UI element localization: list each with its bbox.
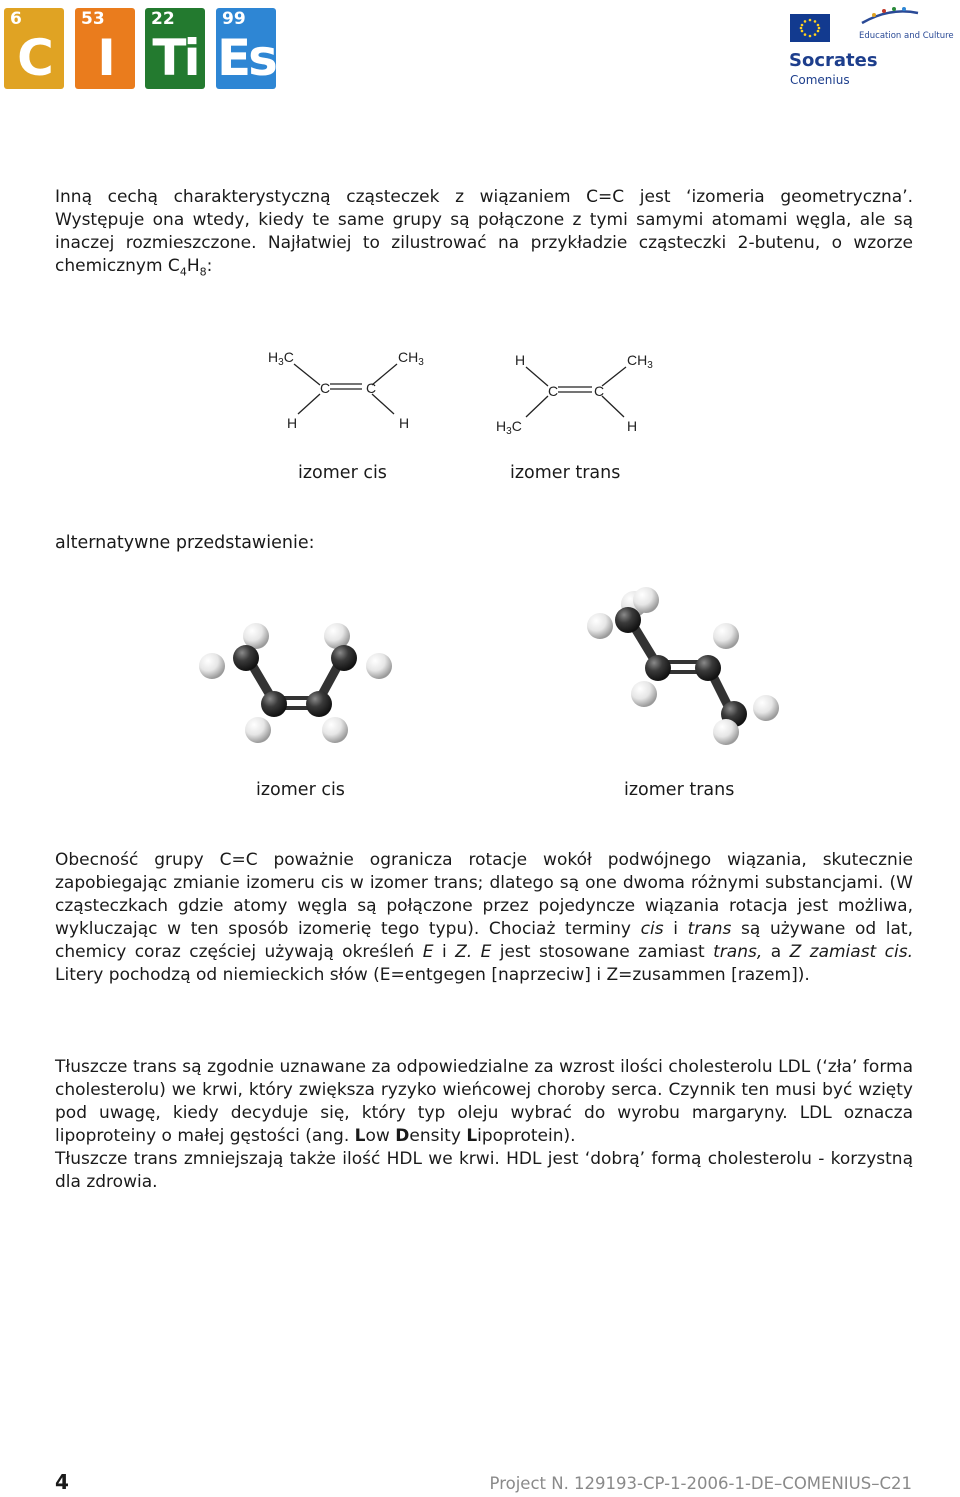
- structural-formulas: [250, 340, 680, 440]
- logo-tile-es: [216, 8, 276, 89]
- p2-italic: cis: [640, 919, 664, 939]
- p2-text: są używane od lat, chemicy coraz częściej używają określeń: [55, 919, 914, 962]
- alternative-heading: alternatywne przedstawienie:: [55, 533, 315, 553]
- tile-number: 6: [10, 9, 22, 29]
- atom-methyl: $H_3C$: [496, 418, 522, 437]
- page-number: 4: [55, 1470, 69, 1494]
- education-culture-logo: [860, 5, 920, 27]
- formula-sub-8: 8: [199, 265, 207, 279]
- trans-ball-model: [587, 587, 779, 745]
- trans-structural-formula: [526, 367, 626, 417]
- tile-number: 53: [81, 9, 105, 29]
- tile-number: 99: [222, 9, 246, 29]
- p3-bold: D: [395, 1126, 410, 1146]
- p2-text: a: [762, 942, 790, 962]
- p2-italic: Z. E: [455, 942, 492, 962]
- tile-symbol: I: [97, 29, 113, 87]
- p2-italic: E: [422, 942, 434, 962]
- tile-symbol: C: [17, 29, 51, 87]
- ball-stick-models: [190, 580, 810, 760]
- logo-tile-ti: [145, 8, 205, 89]
- atom-methyl: $CH_3$: [398, 349, 424, 368]
- p2-text: jest stosowane zamiast: [491, 942, 714, 962]
- p2-text: Obecność grupy C=C poważnie ogranicza rotacje wokół podwójnego wiązania, skutecznie zapobiegając zmianie izomeru cis w izomer trans; dlatego są one dwoma różnymi substancjami. (W cząsteczkach gdzie atomy węgla są połączone przez pojedyncze wiązania rotacja jest możliwa, wykluczając w ten sposób izomerię tego typu). Chociaż terminy: [55, 850, 913, 939]
- p3-text: Tłuszcze trans są zgodnie uznawane za odpowiedzialne za wzrost ilości cholesterolu LDL (‘zła’ forma cholesterolu) we krwi, który zwiększa ryzyko wieńcowej choroby serca. Czynnik ten musi być wzięty pod uwagę, kiedy decyduje się, który typ oleju wybrać do wyrobu margaryny. LDL oznacza lipoproteiny o małej gęstości (ang.: [55, 1057, 913, 1146]
- model-cis-label: izomer cis: [256, 780, 345, 800]
- atom-carbon: C: [320, 380, 331, 396]
- atom-carbon: C: [548, 383, 559, 399]
- education-culture-text: Education and Culture: [859, 31, 954, 41]
- p3-bold: L: [354, 1126, 366, 1146]
- structure-trans-label: izomer trans: [510, 463, 621, 483]
- p3-text: ensity: [409, 1126, 467, 1146]
- isomerism-paragraph: [55, 849, 913, 987]
- comenius-logo-text: Comenius: [790, 73, 850, 87]
- cis-structural-formula: [294, 364, 397, 414]
- trans-fats-paragraph: [55, 1056, 913, 1194]
- eu-flag-icon: [790, 14, 830, 42]
- logo-tile-c: [4, 8, 64, 89]
- atom-methyl: $CH_3$: [627, 352, 653, 371]
- atom-hydrogen: H: [399, 415, 410, 431]
- cis-ball-model: [199, 623, 392, 743]
- p2-text: i: [663, 919, 688, 939]
- atom-methyl: $H_3C$: [268, 349, 294, 368]
- p2-italic: trans: [687, 919, 732, 939]
- atom-carbon: C: [594, 383, 605, 399]
- p3-text: ipoprotein).: [477, 1126, 576, 1146]
- p2-italic: Z zamiast cis.: [789, 942, 913, 962]
- intro-text: Inną cechą charakterystyczną cząsteczek z wiązaniem C=C jest ‘izomeria geometryczna’. Występuje ona wtedy, kiedy te same grupy są połączone z tymi samymi atomami węgla, ale są inaczej rozmieszczone. Najłatwiej to zilustrować na przykładzie cząsteczki 2-butenu, o wzorze chemicznym C: [55, 187, 913, 276]
- atom-hydrogen: H: [287, 415, 298, 431]
- project-id: Project N. 129193-CP-1-2006-1-DE–COMENIUS–C21: [489, 1474, 912, 1493]
- p3-bold: L: [466, 1126, 478, 1146]
- p2-text: i: [433, 942, 456, 962]
- tile-symbol: Ti: [152, 29, 198, 87]
- formula-colon: :: [206, 256, 213, 276]
- atom-hydrogen: H: [627, 418, 638, 434]
- atom-hydrogen: H: [515, 352, 526, 368]
- model-trans-label: izomer trans: [624, 780, 735, 800]
- atom-carbon: C: [366, 380, 377, 396]
- formula-h: H: [186, 256, 200, 276]
- intro-paragraph: [55, 186, 913, 283]
- p3-text: ow: [365, 1126, 396, 1146]
- formula-sub-4: 4: [179, 265, 187, 279]
- p2-italic: trans,: [713, 942, 763, 962]
- logo-tile-i: [75, 8, 135, 89]
- socrates-logo-text: Socrates: [789, 50, 878, 71]
- structure-cis-label: izomer cis: [298, 463, 387, 483]
- hdl-line: Tłuszcze trans zmniejszają także ilość HDL we krwi. HDL jest ‘dobrą’ formą cholesterolu - korzystną dla zdrowia.: [55, 1149, 913, 1192]
- tile-symbol: Es: [217, 29, 275, 87]
- tile-number: 22: [151, 9, 175, 29]
- p2-text: Litery pochodzą od niemieckich słów (E=entgegen [naprzeciw] i Z=zusammen [razem]).: [55, 965, 810, 985]
